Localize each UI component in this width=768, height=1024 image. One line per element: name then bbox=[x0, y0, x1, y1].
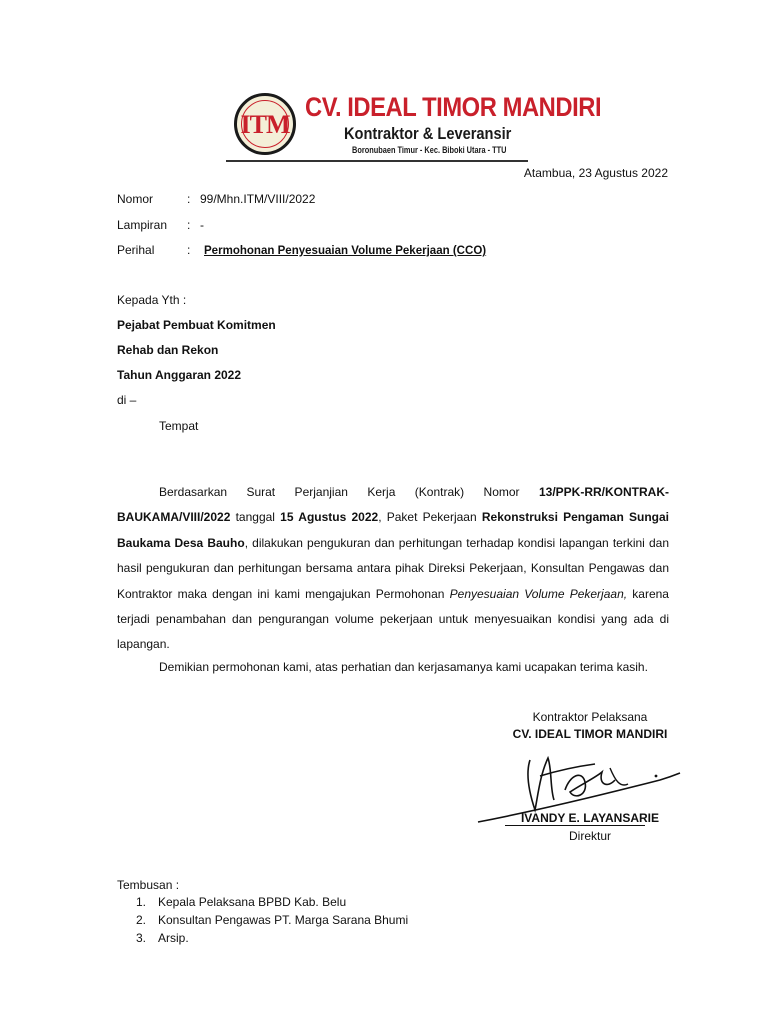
cc-label: Tembusan : bbox=[117, 878, 180, 892]
perihal-label: Perihal bbox=[117, 243, 155, 257]
cc-list bbox=[136, 893, 408, 947]
company-logo bbox=[234, 93, 296, 155]
company-name: CV. IDEAL TIMOR MANDIRI bbox=[305, 92, 602, 122]
p1-text-d: , dilakukan pengukuran dan perhitungan terhadap kondisi lapangan terkini dan hasil pengukuran dan perhitungan bersama antara pihak Direksi Pekerjaan, Konsultan Pengawas dan Kontraktor maka dengan ini kami mengajukan Permohonan bbox=[117, 535, 670, 601]
signature-underline bbox=[505, 825, 645, 826]
contract-number: 13/PPK-RR/KONTRAK-BAUKAMA/VIII/2022 bbox=[117, 485, 669, 525]
signature-role: Kontraktor Pelaksana bbox=[532, 710, 648, 724]
nomor-label: Nomor bbox=[117, 192, 154, 206]
recipient-line-1: Pejabat Pembuat Komitmen bbox=[117, 318, 276, 332]
recipient-line-4: di – bbox=[117, 393, 137, 407]
recipient-place: Tempat bbox=[159, 419, 199, 433]
letter-date: Atambua, 23 Agustus 2022 bbox=[523, 166, 668, 180]
letterhead-divider bbox=[226, 160, 528, 162]
body-paragraph-2: Demikian permohonan kami, atas perhatian dan kerjasamanya kami ucapakan terima kasih. bbox=[159, 660, 648, 674]
contract-date: 15 Agustus 2022 bbox=[280, 510, 379, 525]
p1-text-c: , Paket Pekerjaan bbox=[378, 510, 482, 525]
recipient-intro: Kepada Yth : bbox=[117, 293, 187, 307]
p1-text-e: karena terjadi penambahan dan pengurangan volume pekerjaan untuk menyesuaikan kondisi yang ada di lapangan. bbox=[117, 586, 669, 652]
logo-text: ITM bbox=[240, 110, 290, 139]
body-paragraph-1 bbox=[117, 480, 669, 658]
company-subtitle: Kontraktor & Leveransir bbox=[344, 124, 512, 143]
p1-italic: Penyesuaian Volume Pekerjaan, bbox=[449, 586, 628, 601]
nomor-colon: : bbox=[187, 192, 191, 206]
lampiran-value: - bbox=[200, 218, 204, 232]
cc-item: 1. Kepala Pelaksana BPBD Kab. Belu bbox=[136, 895, 347, 909]
recipient-line-3: Tahun Anggaran 2022 bbox=[117, 368, 242, 382]
cc-item: 3. Arsip. bbox=[136, 931, 189, 945]
recipient-line-2: Rehab dan Rekon bbox=[117, 343, 219, 357]
p1-text-b: tanggal bbox=[230, 510, 281, 525]
signatory-title: Direktur bbox=[568, 829, 611, 843]
perihal-colon: : bbox=[187, 243, 191, 257]
company-address: Boronubaen Timur - Kec. Biboki Utara - TTU bbox=[352, 145, 507, 155]
cc-item: 2. Konsultan Pengawas PT. Marga Sarana Bhumi bbox=[136, 913, 409, 927]
signature-company: CV. IDEAL TIMOR MANDIRI bbox=[512, 727, 668, 741]
p1-text-a: Berdasarkan Surat Perjanjian Kerja (Kontrak) Nomor bbox=[159, 485, 539, 499]
perihal-value: Permohonan Penyesuaian Volume Pekerjaan (CCO) bbox=[204, 243, 487, 257]
signatory-name: IVANDY E. LAYANSARIE bbox=[520, 811, 660, 825]
nomor-value: 99/Mhn.ITM/VIII/2022 bbox=[200, 192, 316, 206]
lampiran-colon: : bbox=[187, 218, 191, 232]
package-name: Rekonstruksi Pengaman Sungai Baukama Desa Bauho bbox=[117, 510, 670, 550]
lampiran-label: Lampiran bbox=[117, 218, 168, 232]
